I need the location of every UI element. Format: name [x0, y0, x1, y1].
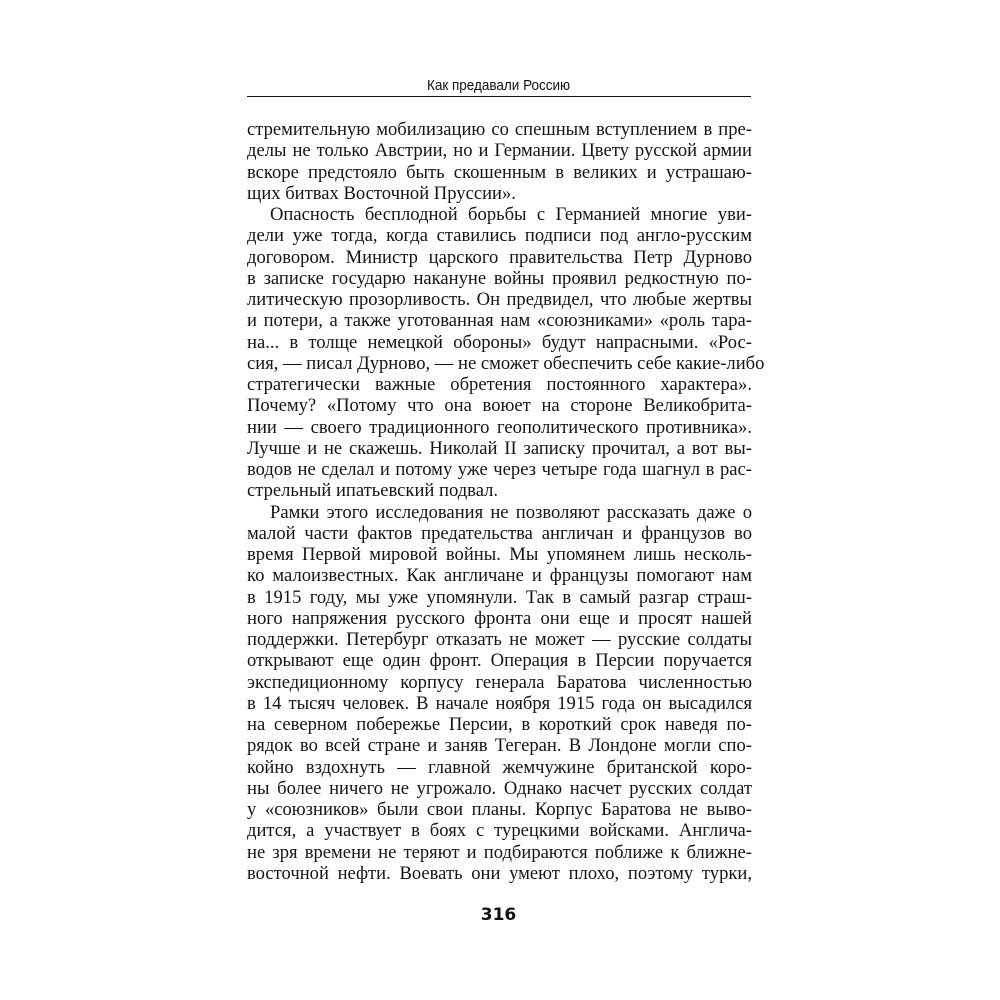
text-line: делы не только Австрии, но и Германии. Цвету русской армии [247, 140, 752, 162]
text-line: литическую прозорливость. Он предвидел, что любые жертвы [247, 289, 752, 310]
text-line: сия, — писал Дурново, — не сможет обеспечить себе какие-либо [247, 352, 765, 374]
text-line: в записке государю накануне войны проявил редкостную по- [247, 267, 752, 289]
text-line: стрельный ипатьевский подвал. [247, 480, 499, 502]
running-header [247, 77, 750, 95]
text-line: Опасность бесплодной борьбы с Германией многие уви- [270, 204, 752, 225]
text-line: на северном побережье Персии, в короткий срок наведя по- [247, 714, 752, 735]
text-line: стратегически важные обретения постоянного характера». [247, 374, 752, 395]
text-line: и потери, а также уготованная нам «союзниками» «роль тара- [247, 310, 752, 332]
body-text [247, 119, 765, 884]
text-line: Рамки этого исследования не позволяют рассказать даже о [270, 501, 752, 523]
text-line: на... в толще немецкой обороны» будут напрасными. «Рос- [247, 331, 752, 353]
text-line: малой части фактов предательства англичан и французов во [247, 522, 752, 544]
text-line: открывают еще один фронт. Операция в Персии поручается [247, 650, 752, 672]
text-line: водов не сделал и потому уже через четыре года шагнул в рас- [247, 459, 752, 480]
text-line: щих битвах Восточной Пруссии». [247, 182, 516, 204]
text-line: стремительную мобилизацию со спешным вступлением в пре- [247, 119, 752, 140]
text-line: экспедиционному корпусу генерала Баратова численностью [247, 671, 752, 693]
text-line: дели уже тогда, когда ставились подписи под англо-русским [247, 225, 752, 247]
text-line: нии — своего традиционного геополитического противника». [247, 416, 752, 438]
text-line: Почему? «Потому что она воюет на стороне Великобрита- [247, 395, 752, 417]
text-line: вскоре предстояло быть скошенным в великих и устрашаю- [247, 161, 752, 183]
header-rule [247, 96, 751, 97]
text-line: в 14 тысяч человек. В начале ноября 1915 года он высадился [247, 692, 752, 714]
paragraph [247, 119, 752, 204]
text-line: восточной нефти. Воевать они умеют плохо, поэтому турки, [247, 862, 752, 884]
text-line: Лучше и не скажешь. Николай II записку прочитал, а вот вы- [247, 437, 752, 459]
text-line: не зря времени не теряют и подбираются поближе к ближне- [247, 841, 752, 863]
text-line: ны более ничего не угрожало. Однако насчет русских солдат [247, 777, 752, 799]
text-line: в 1915 году, мы уже упомянули. Так в самый разгар страш- [247, 586, 752, 608]
running-header-title: Как предавали Россию [426, 77, 571, 94]
text-line: поддержки. Петербург отказать не может — русские солдаты [247, 629, 752, 650]
paragraph [247, 204, 765, 502]
text-line: койно вздохнуть — главной жемчужине британской коро- [247, 756, 752, 778]
text-line: договором. Министр царского правительства Петр Дурново [247, 246, 752, 268]
text-line: время Первой мировой войны. Мы упомянем лишь несколь- [247, 544, 752, 565]
text-line: ного напряжения русского фронта они еще и просят нашей [247, 607, 752, 629]
text-line: рядок во всей стране и заняв Тегеран. В Лондоне могли спо- [247, 735, 752, 757]
text-line: у «союзников» были свои планы. Корпус Баратова не выво- [247, 799, 752, 820]
paragraph [247, 502, 752, 885]
text-line: дится, а участвует в боях с турецкими войсками. Англича- [247, 820, 752, 842]
text-line: ко малоизвестных. Как англичане и французы помогают нам [247, 565, 752, 587]
page-number: 316 [480, 905, 517, 925]
